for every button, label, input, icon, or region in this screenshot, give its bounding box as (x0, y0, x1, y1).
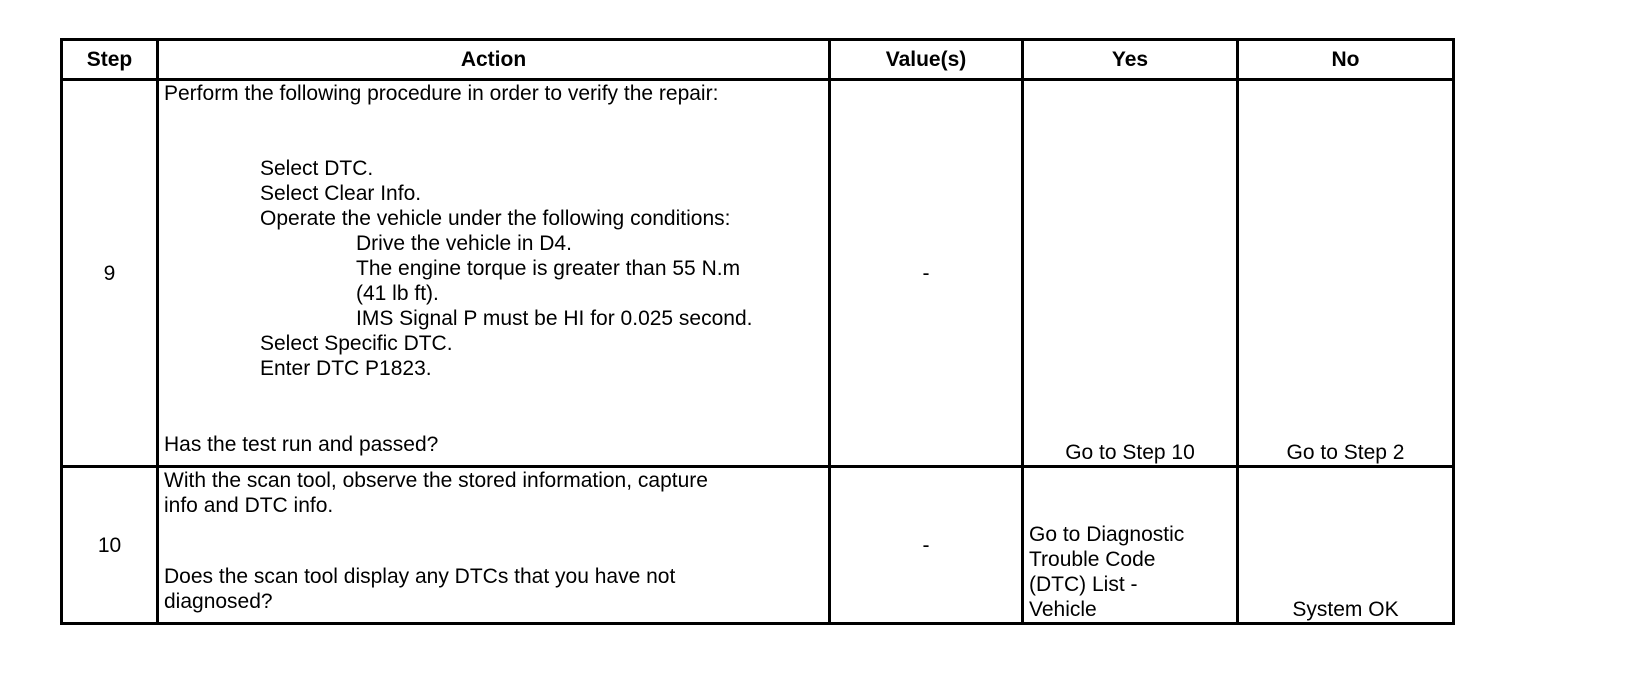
no-cell: Go to Step 2 (1238, 80, 1454, 467)
procedure-condition: Drive the vehicle in D4. (356, 232, 572, 255)
action-question (164, 564, 823, 614)
yes-cell: Go to Step 10 (1023, 80, 1238, 467)
header-action: Action (158, 40, 830, 80)
text-line: Trouble Code (1029, 548, 1156, 571)
header-step: Step (62, 40, 158, 80)
procedure-condition: (41 lb ft). (356, 282, 439, 305)
procedure-condition: IMS Signal P must be HI for 0.025 second. (356, 307, 753, 330)
yes-cell (1023, 467, 1238, 624)
procedure-step: Select DTC. (260, 157, 374, 180)
values-cell: - (830, 467, 1023, 624)
procedure-step: Select Clear Info. (260, 182, 422, 205)
step-number: 10 (62, 467, 158, 624)
diagnostic-table (60, 38, 1455, 625)
action-intro (164, 468, 823, 518)
text-line: info and DTC info. (164, 494, 334, 517)
text-line: Does the scan tool display any DTCs that you have not (164, 565, 676, 588)
text-line: Go to Diagnostic (1029, 523, 1185, 546)
values-cell: - (830, 80, 1023, 467)
header-row (62, 40, 1454, 80)
procedure-list (164, 156, 823, 381)
no-cell: System OK (1238, 467, 1454, 624)
text-line: Vehicle (1029, 598, 1097, 621)
action-cell (158, 467, 830, 624)
header-no: No (1238, 40, 1454, 80)
procedure-step: Operate the vehicle under the following conditions: (260, 207, 731, 230)
text-line: With the scan tool, observe the stored information, capture (164, 469, 708, 492)
table-row (62, 80, 1454, 467)
procedure-step: Enter DTC P1823. (260, 357, 432, 380)
action-cell (158, 80, 830, 467)
procedure-condition: The engine torque is greater than 55 N.m (356, 257, 741, 280)
header-values: Value(s) (830, 40, 1023, 80)
header-yes: Yes (1023, 40, 1238, 80)
action-question: Has the test run and passed? (164, 433, 439, 456)
procedure-step: Select Specific DTC. (260, 332, 453, 355)
text-line: diagnosed? (164, 590, 273, 613)
text-line: (DTC) List - (1029, 573, 1138, 596)
step-number: 9 (62, 80, 158, 467)
action-intro: Perform the following procedure in order to verify the repair: (164, 82, 719, 105)
table-row (62, 467, 1454, 624)
